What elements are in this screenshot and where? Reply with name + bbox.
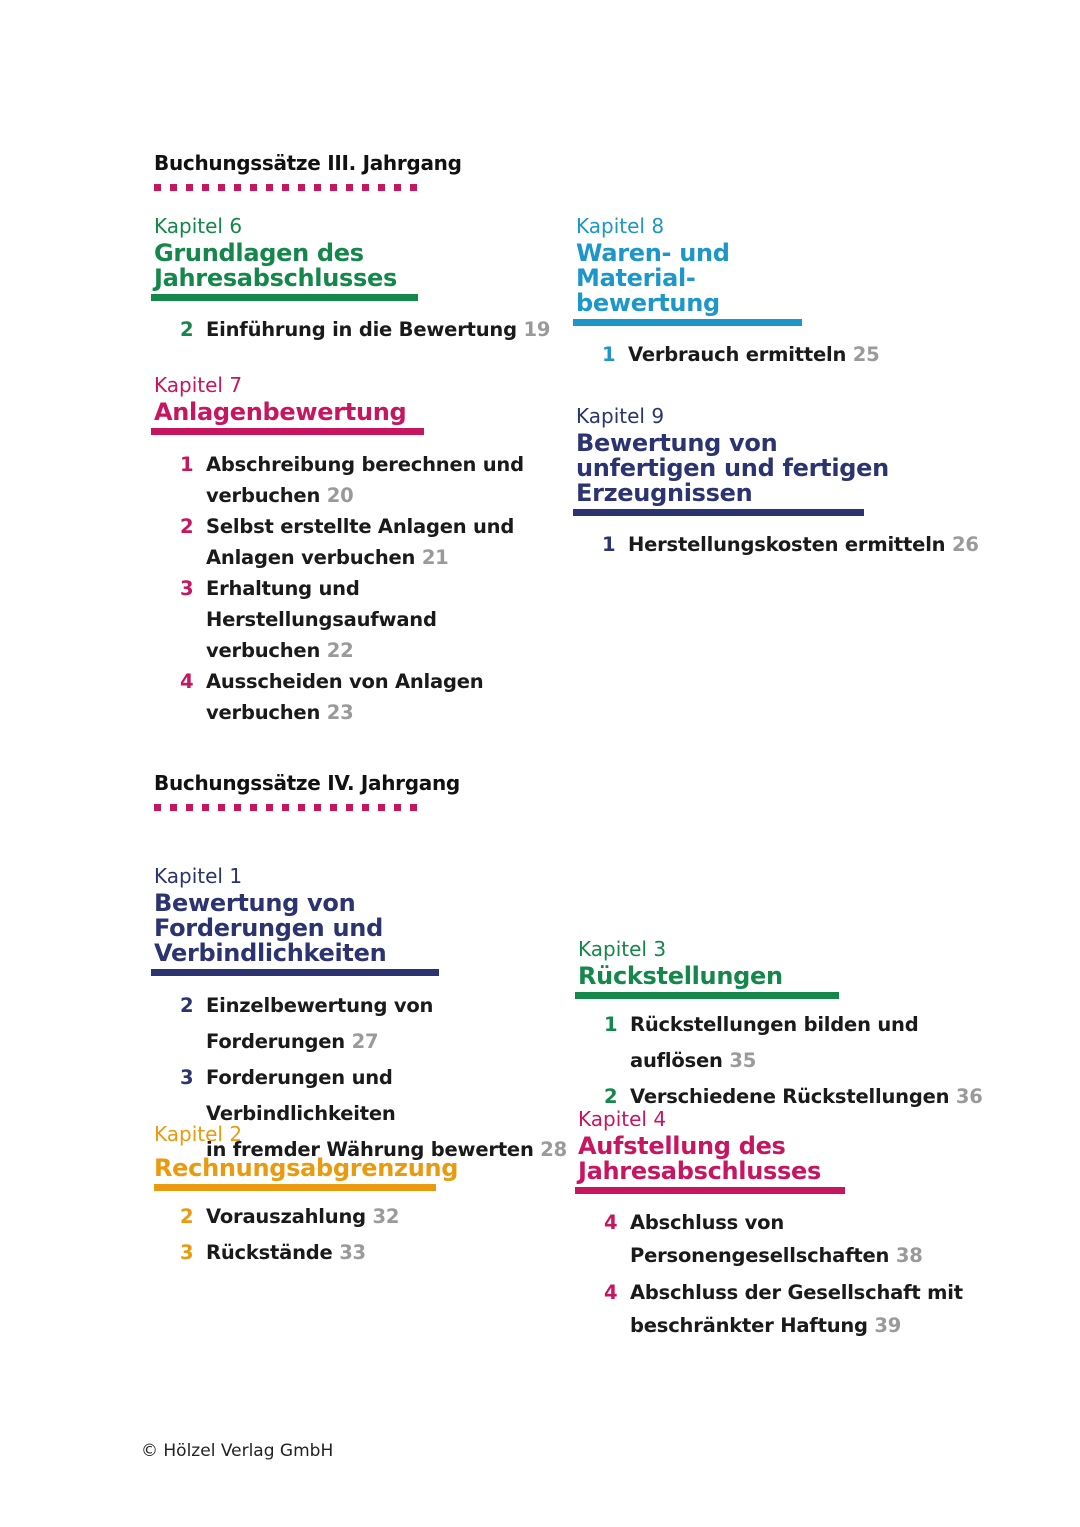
toc-entry[interactable]: 4 Abschluss der Gesellschaft mit beschränkter Haftung 39 <box>604 1281 963 1337</box>
toc-entry[interactable]: 2 Vorauszahlung 32 <box>180 1205 400 1228</box>
toc-entry[interactable]: 2 Verschiedene Rückstellungen 36 <box>604 1085 983 1108</box>
page-number: 25 <box>852 343 880 366</box>
toc-entry[interactable]: 1 Rückstellungen bilden und auflösen 35 <box>604 1013 919 1072</box>
page-number: 20 <box>326 484 354 507</box>
page-number: 35 <box>729 1049 757 1072</box>
chapter-rule <box>151 294 418 301</box>
toc-entry[interactable]: 4 Ausscheiden von Anlagen verbuchen 23 <box>180 670 484 724</box>
section-rule-iv <box>154 804 422 811</box>
chapter-4 <box>578 1106 998 1342</box>
page-number: 32 <box>372 1205 400 1228</box>
chapter-title: Anlagenbewertung <box>154 398 407 426</box>
chapter-8 <box>576 213 996 370</box>
chapter-title: Bewertung von unfertigen und fertigen Erzeugnissen <box>576 429 889 507</box>
toc-entry[interactable]: 1 Verbrauch ermitteln 25 <box>602 343 880 366</box>
chapter-rule <box>154 1184 436 1191</box>
chapter-rule <box>151 969 439 976</box>
page-number: 33 <box>339 1241 366 1264</box>
page-number: 39 <box>874 1314 902 1337</box>
chapter-rule <box>573 319 802 326</box>
chapter-title: Aufstellung des Jahresabschlusses <box>578 1132 821 1185</box>
chapter-9 <box>576 403 996 560</box>
toc-entry[interactable]: 3 Forderungen und Verbindlichkeiten in fremder Währung bewerten 28 <box>180 1066 567 1161</box>
toc-entry[interactable]: 3 Erhaltung und Herstellungsaufwand verbuchen 22 <box>180 577 437 662</box>
chapter-rule <box>575 1187 845 1194</box>
chapter-rule <box>575 992 839 999</box>
page-number: 26 <box>951 533 979 556</box>
chapter-label: Kapitel 8 <box>576 214 665 238</box>
chapter-title: Rückstellungen <box>578 962 783 990</box>
chapter-rule <box>573 509 864 516</box>
chapter-title: Rechnungsabgrenzung <box>154 1154 459 1182</box>
chapter-label: Kapitel 1 <box>154 864 243 888</box>
page-number: 21 <box>421 546 449 569</box>
page-number: 28 <box>540 1138 567 1161</box>
toc-entry[interactable]: 4 Abschluss von Personengesellschaften 38 <box>604 1211 923 1267</box>
chapter-rule <box>151 428 424 435</box>
toc-entry[interactable]: 2 Selbst erstellte Anlagen und Anlagen verbuchen 21 <box>180 515 515 569</box>
chapter-7 <box>154 372 574 728</box>
chapter-3 <box>578 936 998 1115</box>
page-number: 38 <box>895 1244 923 1267</box>
toc-entry[interactable]: 2 Einführung in die Bewertung 19 <box>180 318 551 341</box>
toc-entry[interactable]: 1 Abschreibung berechnen und verbuchen 20 <box>180 453 524 507</box>
chapter-label: Kapitel 4 <box>578 1107 667 1131</box>
chapter-2 <box>154 1121 574 1271</box>
page-number: 27 <box>351 1030 379 1053</box>
copyright-footer: © Hölzel Verlag GmbH <box>141 1441 334 1461</box>
chapter-label: Kapitel 3 <box>578 937 667 961</box>
chapter-label: Kapitel 7 <box>154 373 243 397</box>
toc-entry[interactable]: 2 Einzelbewertung von Forderungen 27 <box>180 994 434 1053</box>
section-title-iv: Buchungssätze IV. Jahrgang <box>154 771 460 795</box>
chapter-label: Kapitel 2 <box>154 1122 243 1146</box>
chapter-title: Waren- und Material- bewertung <box>576 239 730 317</box>
toc-entry[interactable]: 1 Herstellungskosten ermitteln 26 <box>602 533 979 556</box>
page-number: 22 <box>326 639 354 662</box>
chapter-title: Bewertung von Forderungen und Verbindlichkeiten <box>154 889 387 967</box>
chapter-label: Kapitel 9 <box>576 404 665 428</box>
section-rule-iii <box>154 184 422 191</box>
section-title-iii: Buchungssätze III. Jahrgang <box>154 151 462 175</box>
page-number: 36 <box>955 1085 983 1108</box>
toc-entry[interactable]: 3 Rückstände 33 <box>180 1241 366 1264</box>
chapter-6 <box>154 213 574 345</box>
page-number: 23 <box>326 701 354 724</box>
page-number: 19 <box>523 318 551 341</box>
chapter-title: Grundlagen des Jahresabschlusses <box>154 239 397 292</box>
chapter-label: Kapitel 6 <box>154 214 243 238</box>
